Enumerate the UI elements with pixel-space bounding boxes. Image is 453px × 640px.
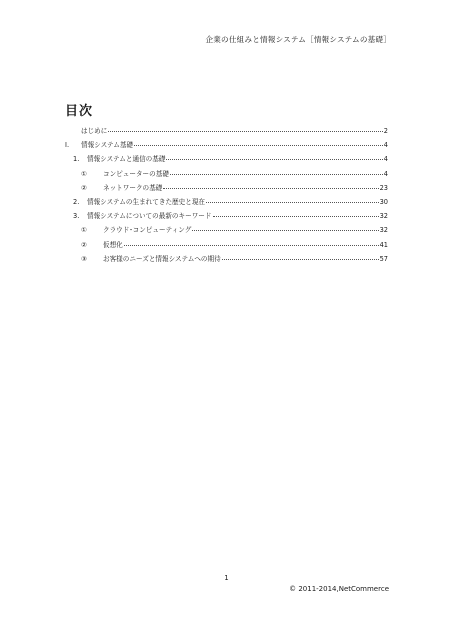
- toc-entry[interactable]: [65, 168, 388, 182]
- toc-entry[interactable]: [65, 139, 388, 153]
- dot-leader: [222, 259, 379, 260]
- copyright-notice: © 2011-2014,NetCommerce: [289, 585, 389, 593]
- toc-entry-title: お客様のニーズと情報システムへの期待: [103, 254, 221, 263]
- toc-entry-page: 2: [383, 127, 388, 135]
- toc-entry-page: 32: [379, 226, 388, 235]
- toc-entry[interactable]: [65, 253, 388, 267]
- toc-entry[interactable]: [65, 196, 388, 210]
- dot-leader: [163, 188, 378, 189]
- toc-entry-page: 41: [379, 240, 388, 249]
- toc-entry-number: ②: [81, 240, 87, 249]
- toc-entry[interactable]: [65, 210, 388, 224]
- toc-entry-page: 23: [379, 183, 388, 192]
- toc-entry-title: 仮想化: [103, 240, 123, 249]
- dot-leader: [170, 174, 383, 175]
- toc-entry-title: 情報システム基礎: [81, 141, 134, 150]
- toc-entry-title: クラウド･コンピューティング: [103, 226, 192, 235]
- toc-entry-number: 2.: [73, 197, 80, 206]
- toc-entry-title: 情報システムと通信の基礎: [87, 155, 166, 164]
- toc-title: 目次: [65, 104, 94, 119]
- toc-entry-number: ②: [81, 183, 87, 192]
- toc-entry-page: 4: [383, 141, 388, 150]
- dot-leader: [192, 230, 378, 231]
- toc-entry-page: 32: [379, 212, 388, 221]
- toc-entry-page: 4: [383, 155, 388, 164]
- dot-leader: [206, 202, 379, 203]
- toc-entry[interactable]: [65, 224, 388, 238]
- toc-entry-number: ③: [81, 254, 87, 263]
- dot-leader: [134, 145, 383, 146]
- toc-entry-page: 57: [379, 254, 388, 263]
- toc-entry-number: 3.: [73, 212, 80, 221]
- dot-leader: [213, 216, 379, 217]
- toc-entry-title: はじめに: [81, 127, 108, 135]
- toc-entry-title: コンピューターの基礎: [103, 169, 169, 178]
- toc-entry-page: 30: [379, 197, 388, 206]
- toc-entry[interactable]: [65, 182, 388, 196]
- toc-entry-page: 4: [383, 169, 388, 178]
- dot-leader: [166, 159, 382, 160]
- toc-entry-title: ネットワークの基礎: [103, 183, 163, 192]
- toc-entry[interactable]: [65, 125, 388, 139]
- toc-entry-number: 1.: [73, 155, 80, 164]
- toc-entry-number: I.: [65, 141, 70, 150]
- toc-entry[interactable]: [65, 153, 388, 167]
- page-number: 1: [224, 574, 229, 582]
- toc-entry-title: 情報システムの生まれてきた歴史と現在: [87, 197, 206, 206]
- toc-entry[interactable]: [65, 239, 388, 253]
- dot-leader: [124, 245, 379, 246]
- toc-entry-title: 情報システムについての最新のキーワード: [87, 212, 212, 221]
- table-of-contents: [65, 125, 388, 267]
- toc-entry-number: ①: [81, 226, 87, 235]
- dot-leader: [108, 131, 382, 132]
- toc-entry-number: ①: [81, 169, 87, 178]
- running-header: 企業の仕組みと情報システム［情報システムの基礎］: [205, 35, 391, 44]
